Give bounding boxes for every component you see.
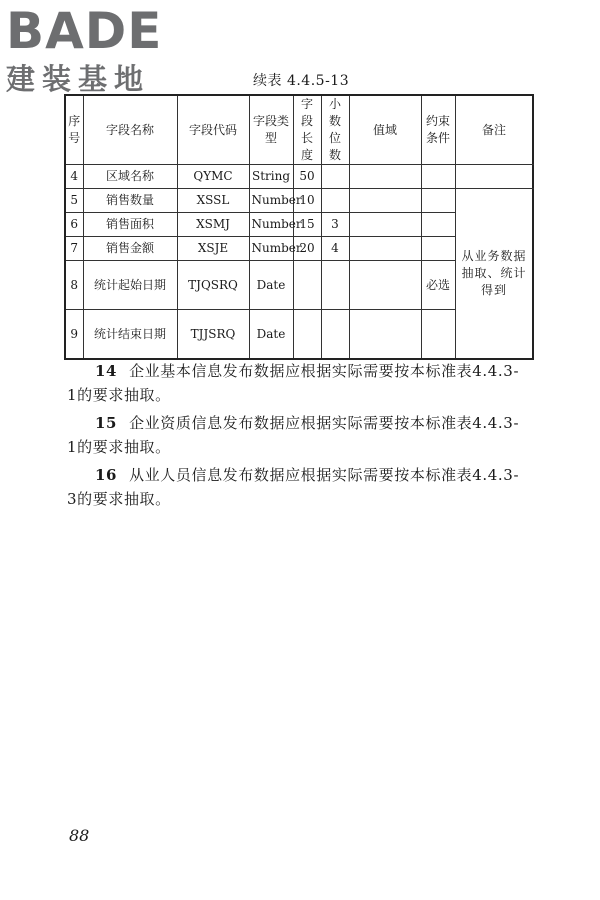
clause-text: 企业资质信息发布数据应根据实际需要按本标准表4.4.3-1的要求抽取。 <box>67 414 520 456</box>
cell-remark-merged: 从业务数据抽取、统计得到 <box>455 189 533 360</box>
cell-constraint: 必选 <box>421 261 455 310</box>
cell-seq: 7 <box>65 237 83 261</box>
cell-seq: 5 <box>65 189 83 213</box>
table-header-row <box>65 95 533 165</box>
field-spec-table <box>64 94 534 360</box>
header-field-code: 字段代码 <box>177 95 249 165</box>
cell-decimals <box>321 189 349 213</box>
cell-seq: 8 <box>65 261 83 310</box>
table-row <box>65 189 533 213</box>
cell-field-type: String <box>249 165 293 189</box>
clause-number: 16 <box>95 466 118 484</box>
clause-text: 从业人员信息发布数据应根据实际需要按本标准表4.4.3-3的要求抽取。 <box>67 466 520 508</box>
cell-value-range <box>349 237 421 261</box>
clause-number: 14 <box>95 362 118 380</box>
cell-field-name: 区域名称 <box>83 165 177 189</box>
brand-logo <box>6 2 176 96</box>
header-field-length: 字段长度 <box>293 95 321 165</box>
cell-value-range <box>349 213 421 237</box>
cell-constraint <box>421 165 455 189</box>
cell-field-type: Number <box>249 213 293 237</box>
clause-16 <box>67 463 527 511</box>
header-decimals: 小数位数 <box>321 95 349 165</box>
cell-field-length: 20 <box>293 237 321 261</box>
cell-field-code: XSJE <box>177 237 249 261</box>
brand-logo-subtitle: 建装基地 <box>6 62 151 96</box>
cell-decimals <box>321 310 349 360</box>
page-number: 88 <box>69 826 90 845</box>
cell-seq: 6 <box>65 213 83 237</box>
cell-decimals <box>321 165 349 189</box>
cell-field-name: 销售金额 <box>83 237 177 261</box>
cell-constraint <box>421 213 455 237</box>
table-caption: 续表 4.4.5-13 <box>253 73 350 89</box>
cell-constraint <box>421 237 455 261</box>
cell-field-code: QYMC <box>177 165 249 189</box>
cell-field-type: Date <box>249 310 293 360</box>
cell-value-range <box>349 310 421 360</box>
cell-field-length: 15 <box>293 213 321 237</box>
cell-value-range <box>349 261 421 310</box>
cell-field-code: XSSL <box>177 189 249 213</box>
brand-logo-text: BADE <box>6 2 163 60</box>
header-value-range: 值域 <box>349 95 421 165</box>
cell-seq: 9 <box>65 310 83 360</box>
header-remark: 备注 <box>455 95 533 165</box>
header-constraint: 约束条件 <box>421 95 455 165</box>
cell-field-name: 统计结束日期 <box>83 310 177 360</box>
cell-field-type: Number <box>249 237 293 261</box>
header-seq: 序号 <box>65 95 83 165</box>
cell-field-code: TJQSRQ <box>177 261 249 310</box>
cell-field-length: 50 <box>293 165 321 189</box>
table-row <box>65 165 533 189</box>
cell-decimals: 3 <box>321 213 349 237</box>
cell-decimals: 4 <box>321 237 349 261</box>
cell-constraint <box>421 310 455 360</box>
cell-seq: 4 <box>65 165 83 189</box>
cell-field-name: 销售面积 <box>83 213 177 237</box>
cell-value-range <box>349 165 421 189</box>
cell-field-length <box>293 310 321 360</box>
cell-remark <box>455 165 533 189</box>
cell-field-name: 销售数量 <box>83 189 177 213</box>
header-field-type: 字段类型 <box>249 95 293 165</box>
cell-field-type: Number <box>249 189 293 213</box>
cell-field-code: XSMJ <box>177 213 249 237</box>
cell-value-range <box>349 189 421 213</box>
clause-number: 15 <box>95 414 118 432</box>
cell-field-type: Date <box>249 261 293 310</box>
cell-decimals <box>321 261 349 310</box>
clause-text: 企业基本信息发布数据应根据实际需要按本标准表4.4.3-1的要求抽取。 <box>67 362 520 404</box>
cell-constraint <box>421 189 455 213</box>
header-field-name: 字段名称 <box>83 95 177 165</box>
clause-14 <box>67 359 527 407</box>
cell-field-length <box>293 261 321 310</box>
clause-15 <box>67 411 527 459</box>
cell-field-length: 10 <box>293 189 321 213</box>
cell-field-name: 统计起始日期 <box>83 261 177 310</box>
cell-field-code: TJJSRQ <box>177 310 249 360</box>
